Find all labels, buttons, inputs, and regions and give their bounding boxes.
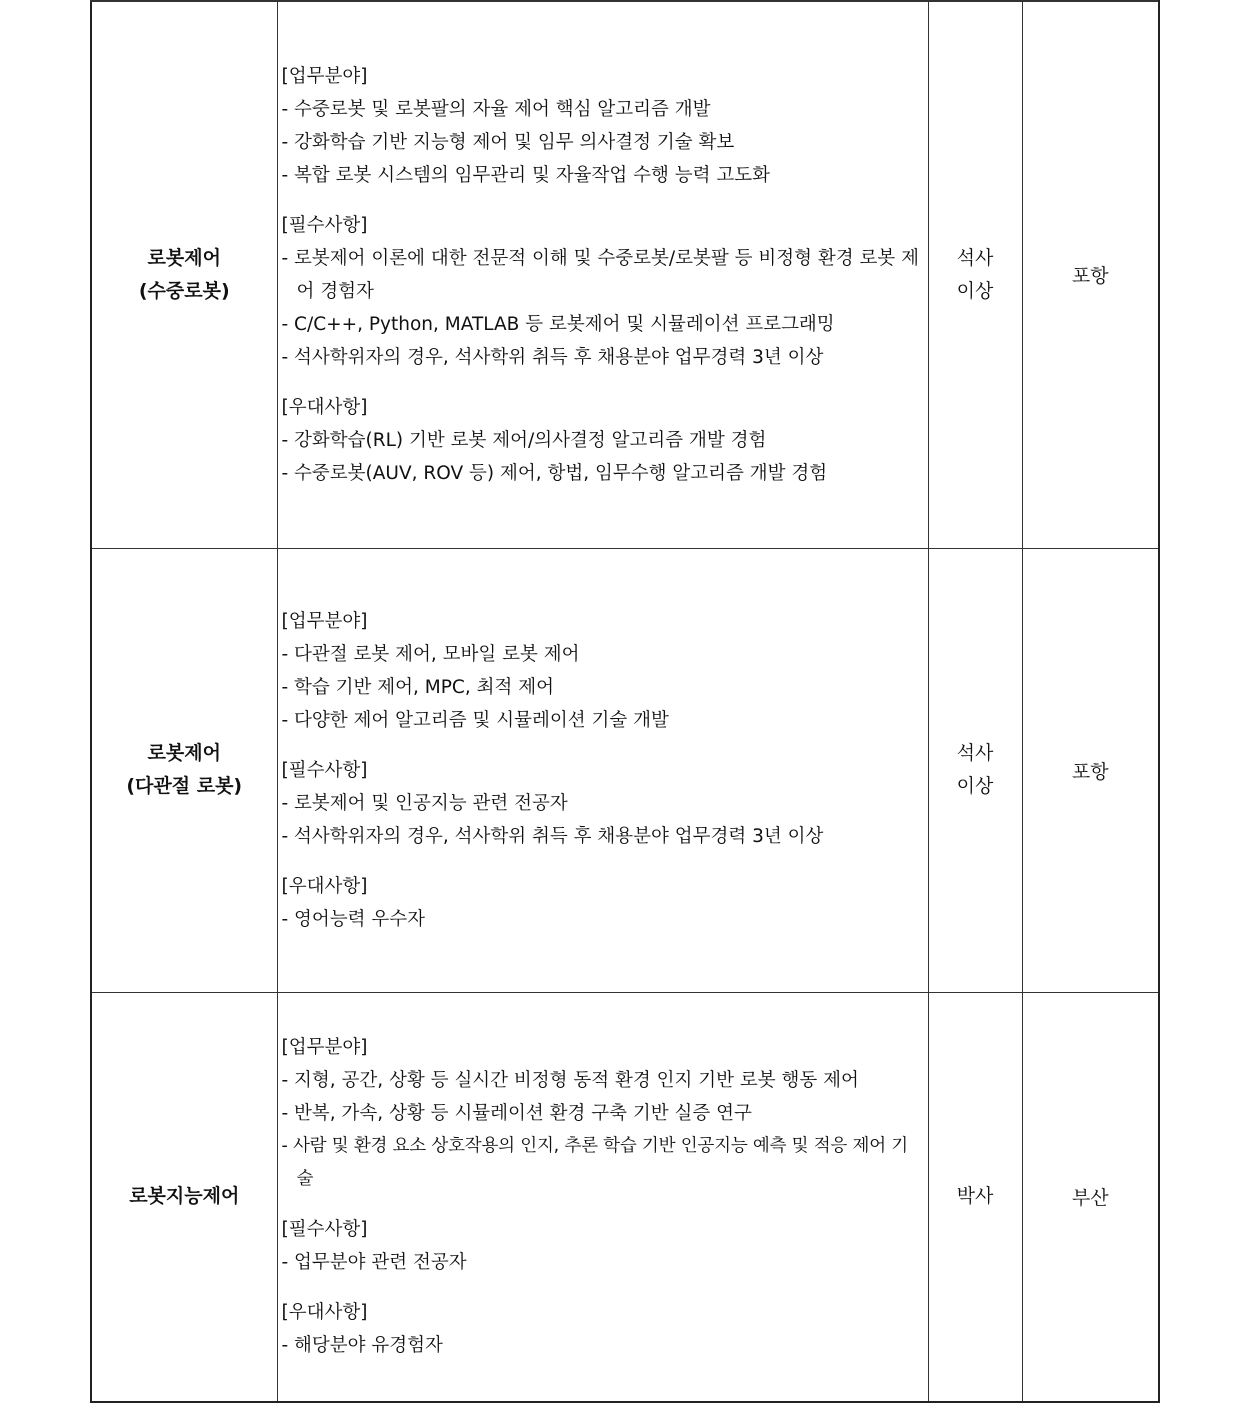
list-item: - 복합 로봇 시스템의 임무관리 및 자율작업 수행 능력 고도화	[281, 164, 771, 186]
section-title: [업무분야]	[281, 610, 368, 632]
section-title: [우대사항]	[281, 396, 368, 418]
preference-section	[282, 870, 922, 936]
field-cell	[91, 992, 277, 1402]
section-title: [우대사항]	[281, 1302, 368, 1324]
list-item: - 로봇제어 이론에 대한 전문적 이해 및 수중로봇/로봇팔 등 비정형 환경 로봇 제어 경험자	[281, 247, 919, 302]
degree-cell	[928, 548, 1022, 992]
duty-section	[282, 605, 922, 737]
list-item: - 다관절 로봇 제어, 모바일 로봇 제어	[281, 643, 580, 665]
field-cell	[91, 1, 277, 548]
degree-cell	[928, 1, 1022, 548]
section-title: [필수사항]	[281, 759, 368, 781]
table-row	[91, 992, 1159, 1402]
description-cell	[277, 1, 928, 548]
list-item: - 지형, 공간, 상황 등 실시간 비정형 동적 환경 인지 기반 로봇 행동 제어	[281, 1070, 859, 1092]
list-item: - 학습 기반 제어, MPC, 최적 제어	[281, 676, 554, 698]
preference-section	[282, 391, 922, 490]
field-name: 로봇제어 (다관절 로봇)	[126, 742, 243, 797]
description-cell	[277, 548, 928, 992]
section-title: [업무분야]	[281, 1037, 368, 1059]
description-cell	[277, 992, 928, 1402]
section-title: [필수사항]	[281, 214, 368, 236]
degree-value: 석사 이상	[956, 742, 994, 797]
list-item: - 수중로봇(AUV, ROV 등) 제어, 항법, 임무수행 알고리즘 개발 경험	[281, 462, 828, 484]
section-title: [필수사항]	[281, 1219, 368, 1241]
requirement-section	[282, 209, 922, 374]
list-item: - 석사학위자의 경우, 석사학위 취득 후 채용분야 업무경력 3년 이상	[281, 346, 824, 368]
preference-section	[282, 1296, 922, 1362]
section-title: [우대사항]	[281, 875, 368, 897]
location-cell	[1022, 1, 1159, 548]
field-name: 로봇지능제어	[129, 1185, 240, 1208]
list-item: - 해당분야 유경험자	[281, 1335, 443, 1357]
duty-section	[282, 60, 922, 192]
list-item: - 반복, 가속, 상황 등 시뮬레이션 환경 구축 기반 실증 연구	[281, 1103, 752, 1125]
requirement-section	[282, 1213, 922, 1279]
list-item: - 강화학습(RL) 기반 로봇 제어/의사결정 알고리즘 개발 경험	[281, 429, 767, 451]
location-cell	[1022, 992, 1159, 1402]
list-item: - 로봇제어 및 인공지능 관련 전공자	[281, 792, 568, 814]
list-item: - 업무분야 관련 전공자	[281, 1252, 467, 1274]
requirement-section	[282, 754, 922, 853]
list-item: - 강화학습 기반 지능형 제어 및 임무 의사결정 기술 확보	[281, 131, 735, 153]
location-value: 부산	[1071, 1187, 1109, 1210]
field-name: 로봇제어 (수중로봇)	[138, 246, 230, 302]
list-item: - C/C++, Python, MATLAB 등 로봇제어 및 시뮬레이션 프로그래밍	[281, 313, 835, 335]
location-value: 포항	[1071, 265, 1109, 288]
list-item: - 사람 및 환경 요소 상호작용의 인지, 추론 학습 기반 인공지능 예측 및 적응 제어 기술	[281, 1136, 908, 1190]
list-item: - 다양한 제어 알고리즘 및 시뮬레이션 기술 개발	[281, 709, 669, 731]
degree-cell	[928, 992, 1022, 1402]
table-row	[91, 548, 1159, 992]
location-cell	[1022, 548, 1159, 992]
job-openings-table	[90, 0, 1160, 1403]
location-value: 포항	[1071, 760, 1109, 783]
field-cell	[91, 548, 277, 992]
degree-value: 석사 이상	[956, 246, 994, 302]
table-row	[91, 1, 1159, 548]
degree-value: 박사	[956, 1185, 994, 1208]
section-title: [업무분야]	[281, 65, 368, 87]
list-item: - 석사학위자의 경우, 석사학위 취득 후 채용분야 업무경력 3년 이상	[281, 825, 824, 847]
list-item: - 수중로봇 및 로봇팔의 자율 제어 핵심 알고리즘 개발	[281, 98, 711, 120]
list-item: - 영어능력 우수자	[281, 908, 426, 930]
duty-section	[282, 1031, 922, 1196]
